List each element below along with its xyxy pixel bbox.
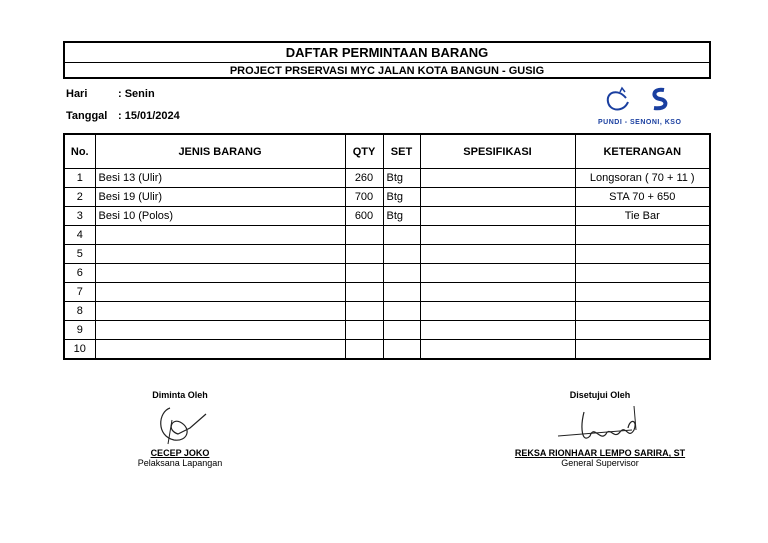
day-label: Hari — [66, 88, 88, 100]
row-number-cell: 5 — [64, 245, 95, 264]
quantity-cell — [345, 245, 383, 264]
unit-cell: Btg — [383, 169, 420, 188]
remarks-cell — [575, 340, 710, 360]
date-label: Tanggal — [66, 110, 108, 122]
right-signature-block — [510, 390, 690, 468]
header-qty: QTY — [345, 134, 383, 169]
table-row — [64, 340, 710, 360]
remarks-cell — [575, 264, 710, 283]
remarks-cell: Tie Bar — [575, 207, 710, 226]
item-name-cell — [95, 302, 345, 321]
table-row — [64, 207, 710, 226]
approver-name: REKSA RIONHAAR LEMPO SARIRA, ST — [514, 448, 686, 458]
unit-cell: Btg — [383, 207, 420, 226]
item-name-cell — [95, 283, 345, 302]
item-name-cell — [95, 245, 345, 264]
item-name-cell: Besi 10 (Polos) — [95, 207, 345, 226]
unit-cell — [383, 321, 420, 340]
remarks-cell — [575, 226, 710, 245]
specification-cell — [420, 188, 575, 207]
request-table — [63, 133, 711, 360]
approver-role: General Supervisor — [561, 458, 639, 468]
header-spec: SPESIFIKASI — [420, 134, 575, 169]
date-value: : 15/01/2024 — [118, 110, 180, 122]
specification-cell — [420, 302, 575, 321]
row-number-cell: 4 — [64, 226, 95, 245]
document-title: DAFTAR PERMINTAAN BARANG — [65, 43, 709, 63]
specification-cell — [420, 226, 575, 245]
header-no: No. — [64, 134, 95, 169]
approved-by-caption: Disetujui Oleh — [569, 390, 631, 400]
table-row — [64, 226, 710, 245]
row-number-cell: 7 — [64, 283, 95, 302]
left-signature-block — [130, 390, 230, 468]
remarks-cell — [575, 302, 710, 321]
remarks-cell — [575, 245, 710, 264]
specification-cell — [420, 264, 575, 283]
company-logo — [596, 84, 706, 130]
document-title-box — [63, 41, 711, 79]
quantity-cell: 700 — [345, 188, 383, 207]
row-number-cell: 8 — [64, 302, 95, 321]
signature-left-icon — [130, 400, 230, 446]
item-name-cell: Besi 13 (Ulir) — [95, 169, 345, 188]
project-subtitle: PROJECT PRSERVASI MYC JALAN KOTA BANGUN - GUSIG — [229, 65, 545, 77]
quantity-cell — [345, 302, 383, 321]
row-number-cell: 9 — [64, 321, 95, 340]
table-row — [64, 283, 710, 302]
quantity-cell: 600 — [345, 207, 383, 226]
requester-role: Pelaksana Lapangan — [137, 458, 223, 468]
table-row — [64, 321, 710, 340]
quantity-cell: 260 — [345, 169, 383, 188]
specification-cell — [420, 245, 575, 264]
unit-cell — [383, 340, 420, 360]
table-header-row — [64, 134, 710, 169]
quantity-cell — [345, 226, 383, 245]
day-value: : Senin — [118, 88, 155, 100]
remarks-cell — [575, 321, 710, 340]
signature-right-icon — [510, 400, 690, 446]
header-item: JENIS BARANG — [95, 134, 345, 169]
specification-cell — [420, 321, 575, 340]
quantity-cell — [345, 264, 383, 283]
row-number-cell: 6 — [64, 264, 95, 283]
specification-cell — [420, 340, 575, 360]
table-row — [64, 169, 710, 188]
row-number-cell: 2 — [64, 188, 95, 207]
row-number-cell: 1 — [64, 169, 95, 188]
item-name-cell — [95, 226, 345, 245]
table-row — [64, 264, 710, 283]
specification-cell — [420, 169, 575, 188]
requested-by-caption: Diminta Oleh — [152, 390, 208, 400]
item-name-cell — [95, 340, 345, 360]
unit-cell — [383, 302, 420, 321]
table-row — [64, 302, 710, 321]
remarks-cell — [575, 283, 710, 302]
unit-cell: Btg — [383, 188, 420, 207]
quantity-cell — [345, 340, 383, 360]
quantity-cell — [345, 283, 383, 302]
remarks-cell: STA 70 + 650 — [575, 188, 710, 207]
remarks-cell: Longsoran ( 70 + 11 ) — [575, 169, 710, 188]
unit-cell — [383, 283, 420, 302]
requester-name: CECEP JOKO — [150, 448, 210, 458]
unit-cell — [383, 245, 420, 264]
row-number-cell: 10 — [64, 340, 95, 360]
item-name-cell — [95, 321, 345, 340]
unit-cell — [383, 226, 420, 245]
header-set: SET — [383, 134, 420, 169]
specification-cell — [420, 207, 575, 226]
item-name-cell: Besi 19 (Ulir) — [95, 188, 345, 207]
table-row — [64, 245, 710, 264]
quantity-cell — [345, 321, 383, 340]
logo-text: PUNDI - SENONI, KSO — [598, 119, 682, 126]
specification-cell — [420, 283, 575, 302]
header-note: KETERANGAN — [575, 134, 710, 169]
item-name-cell — [95, 264, 345, 283]
table-row — [64, 188, 710, 207]
unit-cell — [383, 264, 420, 283]
row-number-cell: 3 — [64, 207, 95, 226]
